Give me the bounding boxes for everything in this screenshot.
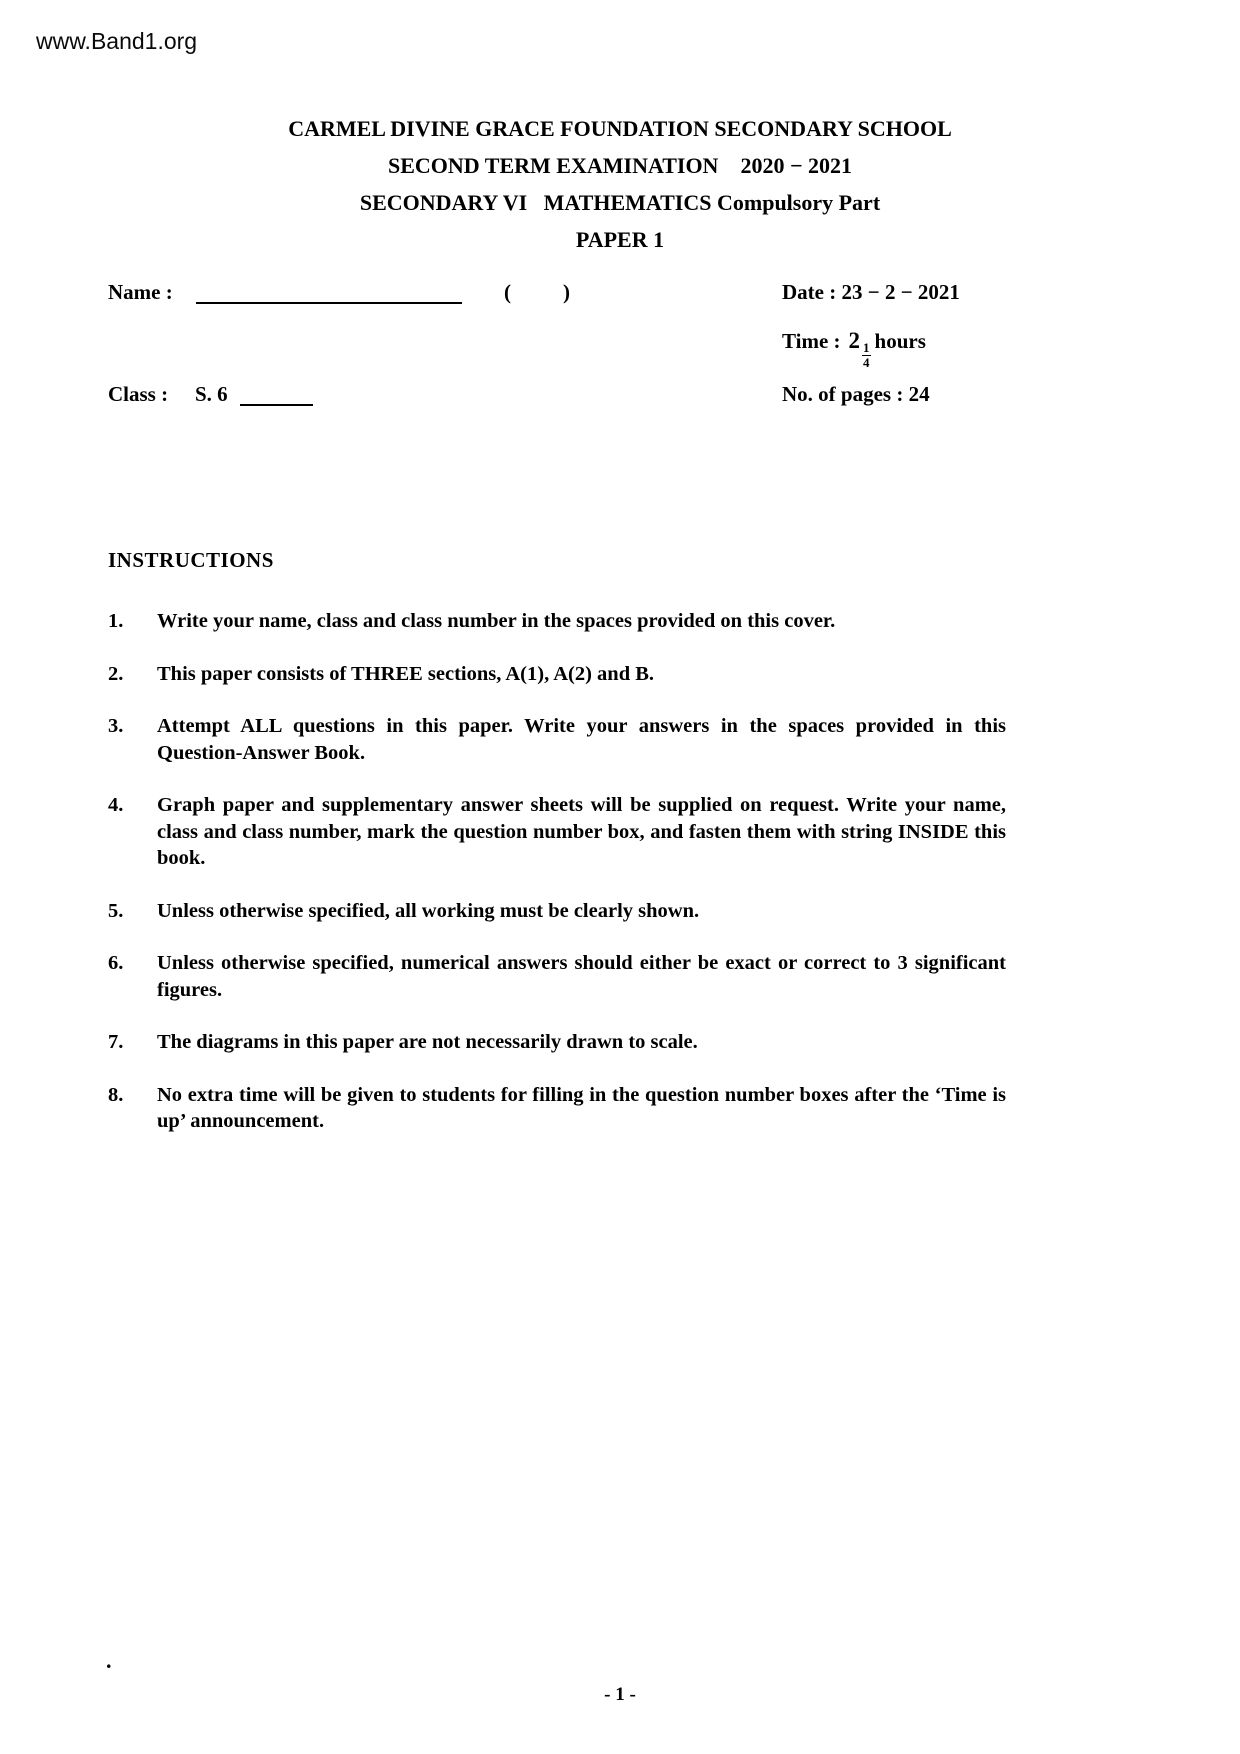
instruction-text: Unless otherwise specified, all working must be clearly shown. bbox=[157, 899, 700, 922]
pages-count-label: No. of pages : 24 bbox=[782, 382, 930, 406]
paren-close: ) bbox=[563, 280, 570, 304]
instruction-item bbox=[108, 898, 1006, 925]
watermark-url: www.Band1.org bbox=[36, 28, 198, 54]
page-number: - 1 - bbox=[604, 1684, 636, 1705]
date-label: Date : 23 − 2 − 2021 bbox=[782, 280, 960, 304]
time-fraction bbox=[862, 341, 871, 369]
instruction-item bbox=[108, 950, 1006, 1003]
title-block bbox=[0, 110, 1240, 258]
instructions-list bbox=[108, 608, 1006, 1161]
name-label: Name : bbox=[108, 280, 173, 304]
class-label: Class : bbox=[108, 382, 169, 406]
instruction-text: This paper consists of THREE sections, A(1), A(2) and B. bbox=[157, 662, 655, 685]
instruction-number: 1. bbox=[108, 610, 124, 632]
instruction-item bbox=[108, 1029, 1006, 1056]
time-unit: hours bbox=[874, 329, 926, 353]
paper-title: PAPER 1 bbox=[575, 227, 665, 252]
instruction-item bbox=[108, 608, 1006, 635]
instruction-text: Attempt ALL questions in this paper. Write your answers in the spaces provided in this Question-Answer Book. bbox=[157, 715, 1006, 764]
school-name: CARMEL DIVINE GRACE FOUNDATION SECONDARY SCHOOL bbox=[288, 116, 952, 141]
instruction-number: 6. bbox=[108, 952, 124, 974]
subject-title: SECONDARY VI MATHEMATICS Compulsory Part bbox=[359, 190, 881, 215]
instruction-item bbox=[108, 1082, 1006, 1135]
instruction-number: 3. bbox=[108, 715, 124, 737]
class-blank-line bbox=[240, 380, 313, 406]
instruction-item bbox=[108, 713, 1006, 766]
time-fraction-numerator: 1 bbox=[863, 340, 870, 355]
time-label-text: Time : bbox=[782, 329, 841, 353]
time-label bbox=[782, 328, 926, 369]
instruction-item bbox=[108, 792, 1006, 872]
instruction-text: No extra time will be given to students for filling in the question number boxes after the ‘Time is up’ announcement. bbox=[157, 1083, 1006, 1132]
instruction-text: The diagrams in this paper are not necessarily drawn to scale. bbox=[157, 1031, 698, 1053]
stray-dot: . bbox=[106, 1648, 112, 1673]
time-whole-number: 2 bbox=[848, 328, 861, 353]
instruction-text: Graph paper and supplementary answer sheets will be supplied on request. Write your name, class and class number, mark the question number box, and fasten them with string INSIDE this book. bbox=[157, 794, 1006, 869]
name-blank-line bbox=[196, 278, 462, 304]
instructions-heading: INSTRUCTIONS bbox=[108, 548, 274, 572]
exam-title: SECOND TERM EXAMINATION 2020 − 2021 bbox=[388, 153, 852, 178]
instruction-number: 4. bbox=[108, 794, 124, 816]
instruction-number: 8. bbox=[108, 1083, 124, 1106]
instruction-text: Unless otherwise specified, numerical answers should either be exact or correct to 3 significant figures. bbox=[157, 952, 1006, 1001]
instruction-text: Write your name, class and class number in the spaces provided on this cover. bbox=[157, 610, 836, 632]
paren-open: ( bbox=[504, 280, 511, 304]
instruction-number: 5. bbox=[108, 899, 124, 922]
instruction-number: 7. bbox=[108, 1031, 124, 1053]
class-value: S. 6 bbox=[195, 382, 228, 406]
time-fraction-denominator: 4 bbox=[863, 354, 870, 370]
instruction-item bbox=[108, 661, 1006, 688]
class-number-parens bbox=[504, 280, 570, 305]
instruction-number: 2. bbox=[108, 662, 124, 685]
